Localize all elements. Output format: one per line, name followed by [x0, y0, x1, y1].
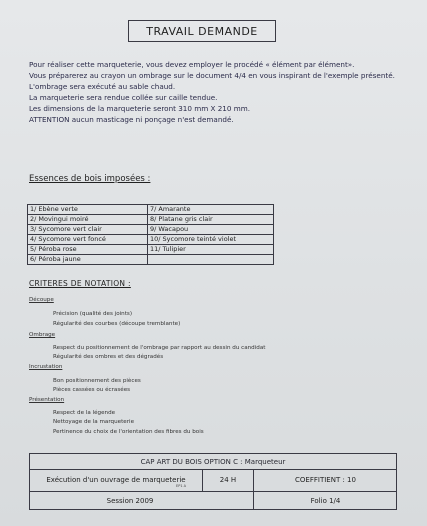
criteres-heading: CRITERES DE NOTATION :	[29, 279, 131, 288]
coefficient: COEFFITIENT : 10	[295, 476, 356, 484]
intro-line: La marqueterie sera rendue collée sur caille tendue.	[29, 93, 218, 102]
essences-table	[27, 204, 274, 265]
table-cell: 4/ Sycomore vert foncé	[28, 235, 148, 245]
session: Session 2009	[106, 496, 154, 505]
category-label-incrustation: Incrustation	[29, 364, 63, 370]
execution-text: Exécution d'un ouvrage de marqueterie	[46, 476, 186, 484]
table-cell: 9/ Wacapou	[148, 225, 274, 235]
duration: 24 H	[219, 476, 237, 484]
criterion-item: Pièces cassées ou écrasées	[53, 387, 131, 393]
table-cell: 11/ Tulipier	[148, 245, 274, 255]
table-row	[28, 245, 274, 255]
table-row	[28, 205, 274, 215]
page-title: TRAVAIL DEMANDE	[128, 20, 276, 42]
table-row	[28, 215, 274, 225]
folio: Folio 1/4	[310, 496, 341, 505]
intro-line: ATTENTION aucun masticage ni ponçage n'est demandé.	[29, 115, 234, 124]
footer-header: CAP ART DU BOIS OPTION C : Marqueteur	[30, 454, 396, 470]
table-cell: 10/ Sycomore teinté violet	[148, 235, 274, 245]
criterion-item: Bon positionnement des pièces	[53, 378, 141, 384]
table-cell: 5/ Péroba rose	[28, 245, 148, 255]
table-cell: 7/ Amarante	[148, 205, 274, 215]
footer-row-details	[30, 469, 396, 492]
criterion-item: Respect de la légende	[53, 410, 116, 416]
criterion-item: Nettoyage de la marqueterie	[53, 419, 135, 425]
criterion-item: Précision (qualité des joints)	[53, 311, 133, 317]
exam-footer-table	[29, 453, 397, 510]
table-row	[28, 235, 274, 245]
intro-paragraph	[29, 59, 419, 125]
intro-line: Pour réaliser cette marqueterie, vous devez employer le procédé « élément par élément».	[29, 60, 355, 69]
criterion-item: Respect du positionnement de l'ombrage par rapport au dessin du candidat	[53, 345, 266, 351]
table-cell: 2/ Movingui moiré	[28, 215, 148, 225]
essences-heading: Essences de bois imposées :	[29, 174, 151, 184]
table-cell: 8/ Platane gris clair	[148, 215, 274, 225]
table-cell: 3/ Sycomore vert clair	[28, 225, 148, 235]
table-row	[28, 225, 274, 235]
execution-code: EP1 A	[176, 484, 187, 488]
footer-row-session	[30, 491, 396, 510]
category-label-decoupe: Découpe	[29, 297, 54, 303]
criterion-item: Régularité des courbes (découpe tremblante)	[53, 321, 181, 327]
table-cell	[148, 255, 274, 265]
criterion-item: Pertinence du choix de l'orientation des fibres du bois	[53, 429, 204, 435]
category-label-presentation: Présentation	[29, 397, 65, 403]
criterion-item: Régularité des ombres et des dégradés	[53, 354, 164, 360]
intro-line: Les dimensions de la marqueterie seront 310 mm X 210 mm.	[29, 104, 251, 113]
intro-line: Vous préparerez au crayon un ombrage sur le document 4/4 en vous inspirant de l'exemple présenté.	[29, 71, 395, 80]
intro-line: L'ombrage sera exécuté au sable chaud.	[29, 82, 176, 91]
table-row	[28, 255, 274, 265]
table-cell: 1/ Ebène verte	[28, 205, 148, 215]
table-cell: 6/ Péroba jaune	[28, 255, 148, 265]
category-label-ombrage: Ombrage	[29, 332, 56, 338]
